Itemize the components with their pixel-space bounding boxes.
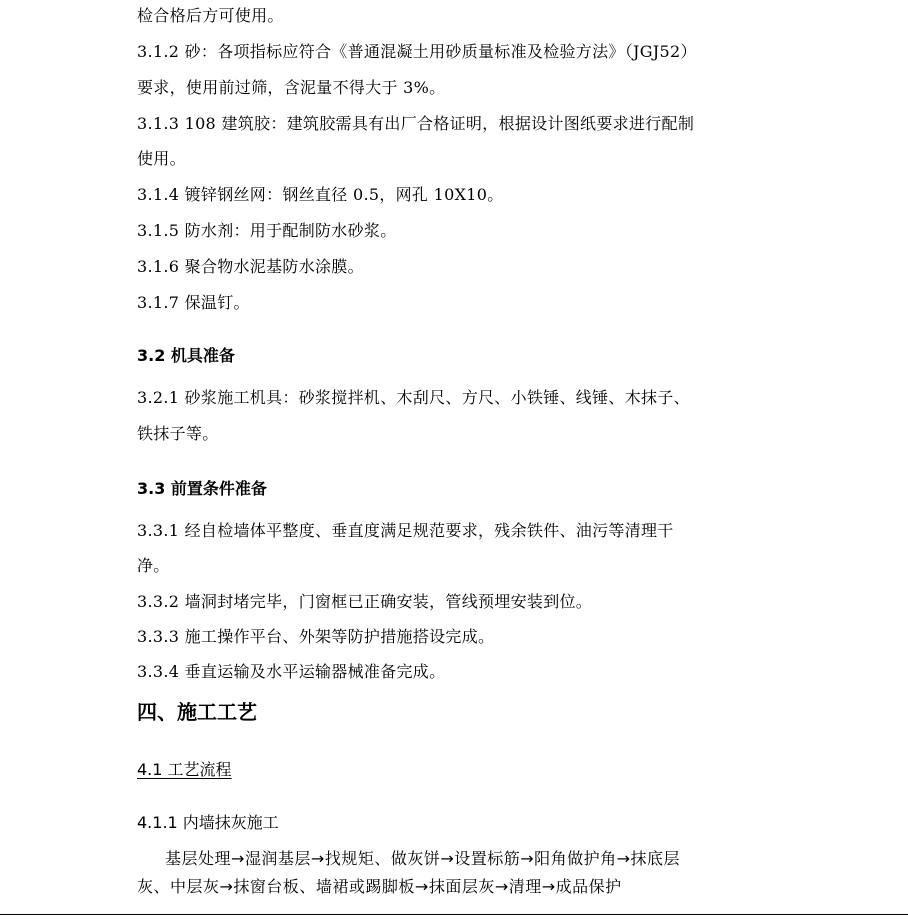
item-3-1-6: 3.1.6 聚合物水泥基防水涂膜。: [137, 257, 364, 276]
item-3-1-2-line2: 要求，使用前过筛，含泥量不得大于 3%。: [137, 78, 446, 97]
item-3-1-3-line1: 3.1.3 108 建筑胶：建筑胶需具有出厂合格证明，根据设计图纸要求进行配制: [137, 114, 695, 133]
item-3-3-1-line1: 3.3.1 经自检墙体平整度、垂直度满足规范要求，残余铁件、油污等清理干: [137, 521, 674, 540]
item-3-1-2-line1: 3.1.2 砂：各项指标应符合《普通混凝土用砂质量标准及检验方法》（JGJ52）: [137, 42, 697, 61]
item-3-3-3: 3.3.3 施工操作平台、外架等防护措施搭设完成。: [137, 627, 495, 646]
item-3-2-1-line2: 铁抹子等。: [137, 424, 219, 443]
page-bottom-divider: [0, 914, 908, 915]
paragraph-continuation: 检合格后方可使用。: [137, 6, 284, 25]
section-4-1-heading: 4.1 工艺流程: [137, 760, 232, 779]
item-3-3-4: 3.3.4 垂直运输及水平运输器械准备完成。: [137, 662, 446, 681]
item-3-1-3-line2: 使用。: [137, 149, 186, 168]
item-3-2-1-line1: 3.2.1 砂浆施工机具：砂浆搅拌机、木刮尺、方尺、小铁锤、线锤、木抹子、: [137, 388, 690, 407]
section-3-2-heading: 3.2 机具准备: [137, 346, 235, 365]
item-3-1-5: 3.1.5 防水剂：用于配制防水砂浆。: [137, 221, 397, 240]
item-3-1-4: 3.1.4 镀锌钢丝网：钢丝直径 0.5，网孔 10X10。: [137, 185, 504, 204]
item-4-1-1-heading: 4.1.1 内墙抹灰施工: [137, 813, 279, 832]
process-flow-line1: 基层处理→湿润基层→找规矩、做灰饼→设置标筋→阳角做护角→抹底层: [165, 849, 681, 868]
process-flow-line2: 灰、中层灰→抹窗台板、墙裙或踢脚板→抹面层灰→清理→成品保护: [137, 877, 622, 896]
chapter-4-heading: 四、施工工艺: [137, 700, 257, 724]
section-3-3-heading: 3.3 前置条件准备: [137, 479, 267, 498]
item-3-1-7: 3.1.7 保温钉。: [137, 293, 250, 312]
item-3-3-2: 3.3.2 墙洞封堵完毕，门窗框已正确安装，管线预埋安装到位。: [137, 592, 593, 611]
item-3-3-1-line2: 净。: [137, 556, 170, 575]
